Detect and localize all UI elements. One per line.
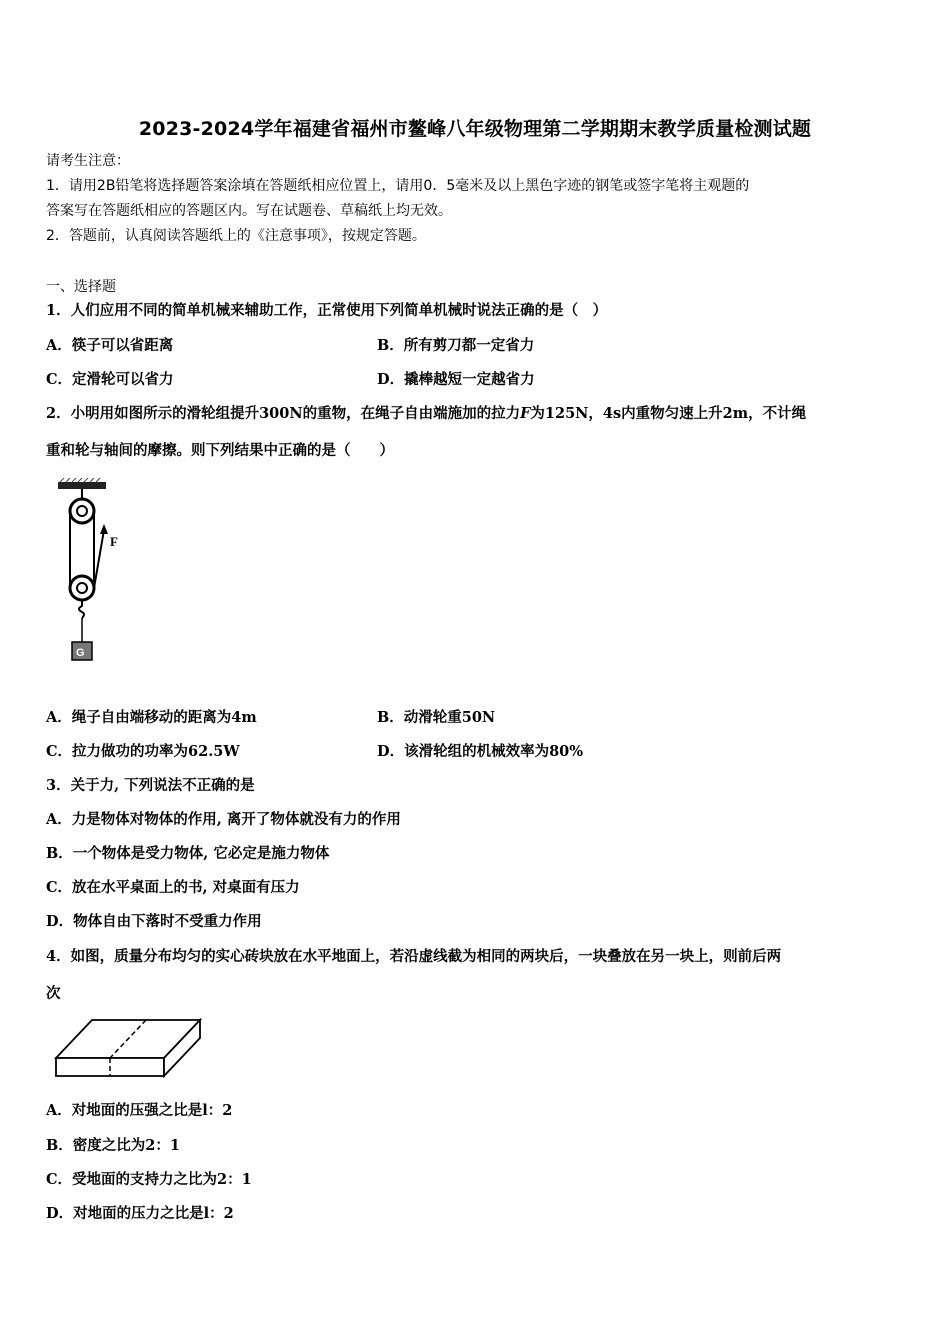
q2-option-b: B．动滑轮重50N (377, 709, 496, 726)
q2-stem-part-b: 为125N，4s内重物匀速上升2m，不计绳 (530, 405, 807, 422)
notice-header: 请考生注意： (46, 153, 130, 169)
q1-option-d: D．撬棒越短一定越省力 (377, 371, 535, 388)
q4-stem-line-2: 次 (46, 985, 61, 1002)
q4-option-b: B．密度之比为2：1 (46, 1137, 180, 1154)
pulley-system-figure (54, 478, 134, 666)
weight-label: G (76, 647, 85, 659)
fixed-pulley (70, 499, 94, 523)
q3-option-b: B．一个物体是受力物体, 它必定是施力物体 (46, 845, 330, 862)
force-label: F (110, 534, 118, 549)
section-heading: 一、选择题 (46, 279, 116, 295)
notice-line-1: 1．请用2B铅笔将选择题答案涂填在答题纸相应位置上，请用0．5毫米及以上黑色字迹的钢笔或签字笔将主观题的 (46, 178, 750, 194)
q3-option-a: A．力是物体对物体的作用, 离开了物体就没有力的作用 (46, 811, 401, 828)
q2-stem-line-1 (46, 404, 806, 424)
force-arrow-head (100, 524, 108, 534)
q4-option-c: C．受地面的支持力之比为2：1 (46, 1171, 252, 1188)
q4-option-a: A．对地面的压强之比是l：2 (46, 1102, 233, 1119)
rope-free-end (94, 530, 104, 588)
q4-option-d: D．对地面的压力之比是l：2 (46, 1205, 234, 1222)
q1-stem: 1．人们应用不同的简单机械来辅助工作，正常使用下列简单机械时说法正确的是（ ） (46, 302, 608, 319)
q2-option-d: D．该滑轮组的机械效率为80% (377, 743, 584, 760)
notice-line-1b: 答案写在答题纸相应的答题区内。写在试题卷、草稿纸上均无效。 (46, 203, 452, 219)
q1-option-a: A．筷子可以省距离 (46, 337, 174, 354)
q1-option-c: C．定滑轮可以省力 (46, 371, 174, 388)
notice-line-2: 2．答题前，认真阅读答题纸上的《注意事项》，按规定答题。 (46, 228, 426, 244)
q3-option-c: C．放在水平桌面上的书, 对桌面有压力 (46, 879, 300, 896)
q4-stem-line-1: 4．如图，质量分布均匀的实心砖块放在水平地面上，若沿虚线截为相同的两块后，一块叠放在另一块上，则前后两 (46, 948, 782, 965)
q3-option-d: D．物体自由下落时不受重力作用 (46, 913, 262, 930)
q2-stem-line-2: 重和轮与轴间的摩擦。则下列结果中正确的是（ ） (46, 442, 394, 459)
q2-option-a: A．绳子自由端移动的距离为4m (46, 709, 257, 726)
q2-option-c: C．拉力做功的功率为62.5W (46, 743, 240, 760)
ceiling-hatch (60, 478, 100, 482)
q2-stem-part-a: 2．小明用如图所示的滑轮组提升300N的重物，在绳子自由端施加的拉力 (46, 405, 521, 422)
q1-option-b: B．所有剪刀都一定省力 (377, 337, 535, 354)
q3-stem: 3．关于力, 下列说法不正确的是 (46, 777, 255, 794)
movable-pulley (70, 576, 94, 600)
pulley-hook (79, 600, 84, 618)
ceiling-bar (58, 482, 106, 489)
page-title: 2023-2024学年福建省福州市鳌峰八年级物理第二学期期末教学质量检测试题 (138, 118, 812, 140)
q2-stem-force-symbol: F (520, 405, 531, 422)
brick-figure (52, 1016, 204, 1082)
